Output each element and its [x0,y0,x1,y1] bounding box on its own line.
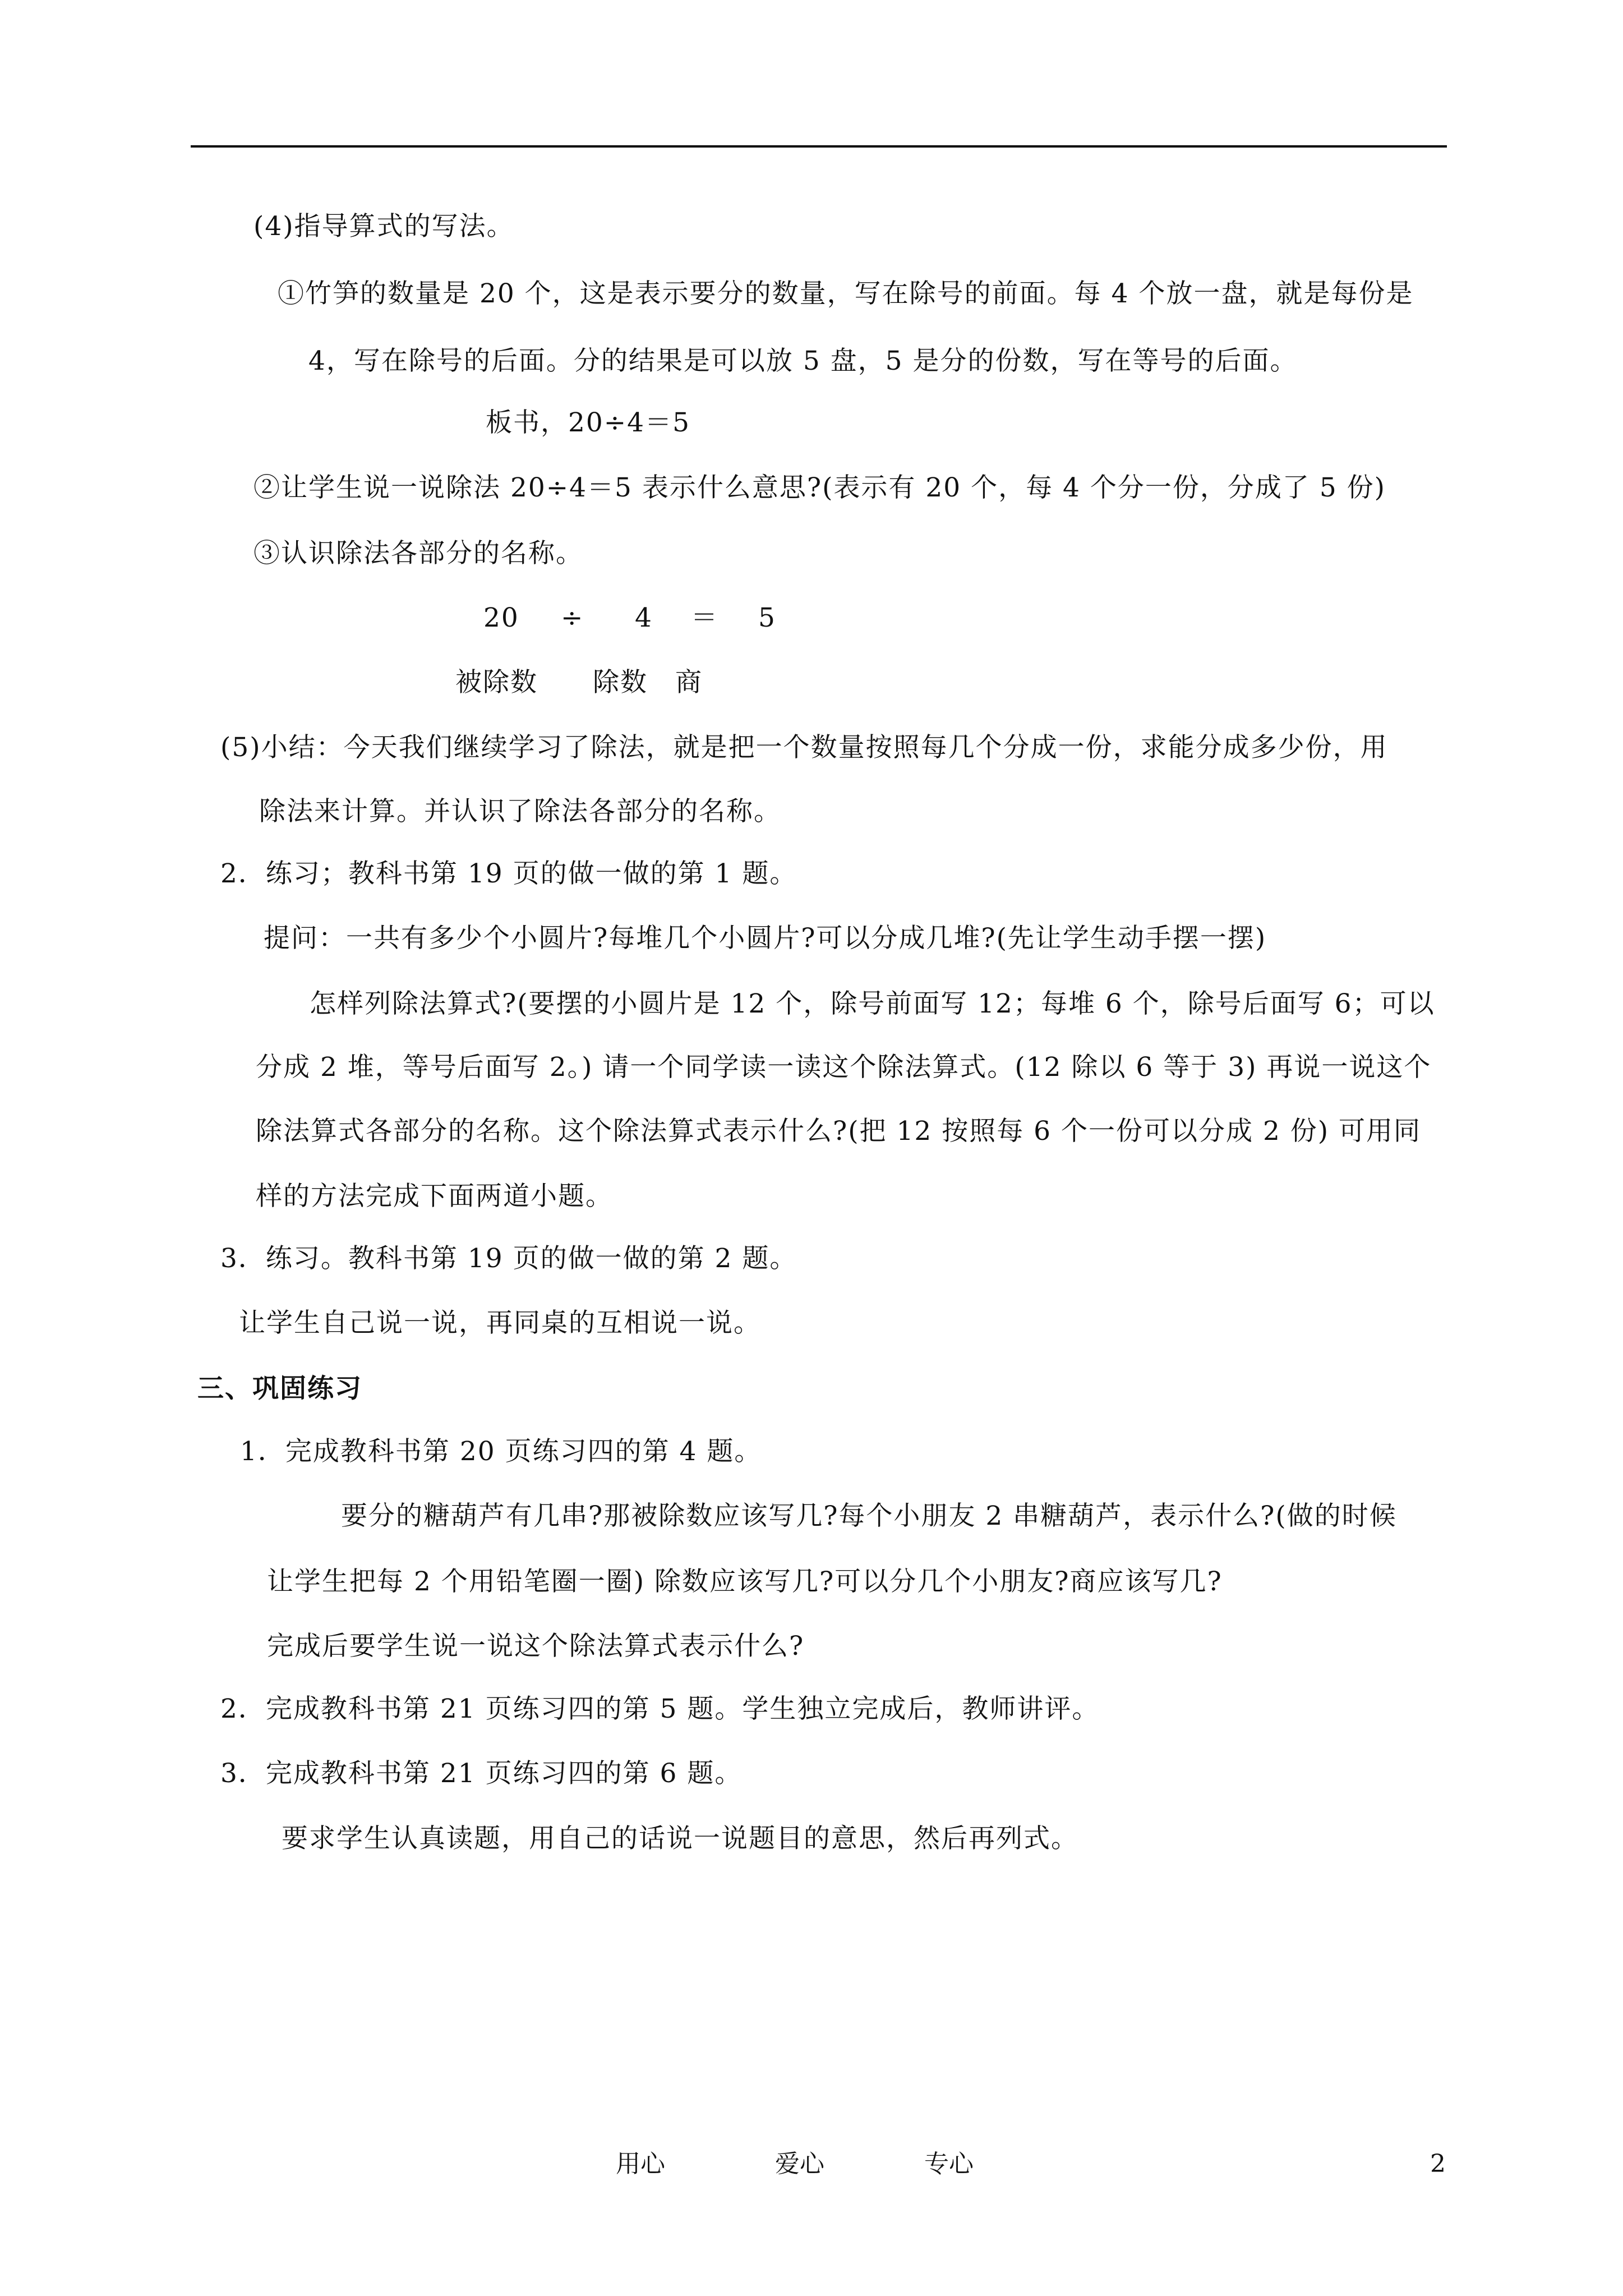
paragraph-line: 4，写在除号的后面。分的结果是可以放 5 盘，5 是分的份数，写在等号的后面。 [308,346,1298,376]
divisor: 4 [635,602,653,633]
summary-line: 除法来计算。并认识了除法各部分的名称。 [259,796,781,827]
step-4-heading: (4)指导算式的写法。 [253,211,514,242]
paragraph-line: 要求学生认真读题，用自己的话说一说题目的意思，然后再列式。 [282,1823,1078,1854]
exercise-3-heading: 3．完成教科书第 21 页练习四的第 6 题。 [220,1758,743,1789]
quotient: 5 [758,602,776,633]
division-sign: ÷ [561,602,584,633]
paragraph-line: 要分的糖葫芦有几串?那被除数应该写几?每个小朋友 2 串糖葫芦，表示什么?(做的时候 [341,1501,1397,1531]
page-number: 2 [1430,2150,1446,2178]
equation-part-names: 被除数 除数 商 [455,667,703,698]
footer-text-right: 专心 [924,2150,974,2178]
paragraph-line: 除法算式各部分的名称。这个除法算式表示什么?(把 12 按照每 6 个一份可以分成 2 份) 可用同 [256,1116,1422,1147]
equals-sign: ＝ [691,602,718,633]
practice-3-heading: 3．练习。教科书第 19 页的做一做的第 2 题。 [220,1243,797,1274]
paragraph-line: 怎样列除法算式?(要摆的小圆片是 12 个，除号前面写 12；每堆 6 个，除号后面写 6；可以 [310,988,1435,1019]
paragraph-line: 分成 2 堆，等号后面写 2。) 请一个同学读一读这个除法算式。(12 除以 6 等于 3) 再说一说这个 [256,1052,1432,1083]
dividend: 20 [483,602,519,633]
footer-text-left: 用心 [616,2150,665,2178]
footer-text-mid: 爱心 [775,2150,824,2178]
paragraph-line: ①竹笋的数量是 20 个，这是表示要分的数量，写在除号的前面。每 4 个放一盘，就是每份是 [278,278,1414,309]
paragraph-line: 完成后要学生说一说这个除法算式表示什么? [267,1631,805,1662]
summary-line: (5)小结：今天我们继续学习了除法，就是把一个数量按照每几个分成一份，求能分成多少份，用 [220,732,1388,763]
board-writing: 板书，20÷4＝5 [486,407,690,438]
paragraph-line: ③认识除法各部分的名称。 [253,538,583,569]
paragraph-line: 让学生自己说一说，再同桌的互相说一说。 [239,1308,761,1338]
header-rule [191,145,1447,148]
paragraph-line: 让学生把每 2 个用铅笔圈一圈) 除数应该写几?可以分几个小朋友?商应该写几? [267,1566,1223,1597]
paragraph-line: ②让学生说一说除法 20÷4＝5 表示什么意思?(表示有 20 个，每 4 个分一份，分成了 5 份) [253,472,1386,503]
section-heading: 三、巩固练习 [197,1373,362,1404]
paragraph-line: 样的方法完成下面两道小题。 [256,1181,613,1212]
practice-2-heading: 2．练习；教科书第 19 页的做一做的第 1 题。 [220,858,797,889]
exercise-2-heading: 2．完成教科书第 21 页练习四的第 5 题。学生独立完成后，教师讲评。 [220,1694,1100,1724]
exercise-1-heading: 1．完成教科书第 20 页练习四的第 4 题。 [240,1436,762,1467]
paragraph-line: 提问：一共有多少个小圆片?每堆几个小圆片?可以分成几堆?(先让学生动手摆一摆) [264,923,1267,954]
